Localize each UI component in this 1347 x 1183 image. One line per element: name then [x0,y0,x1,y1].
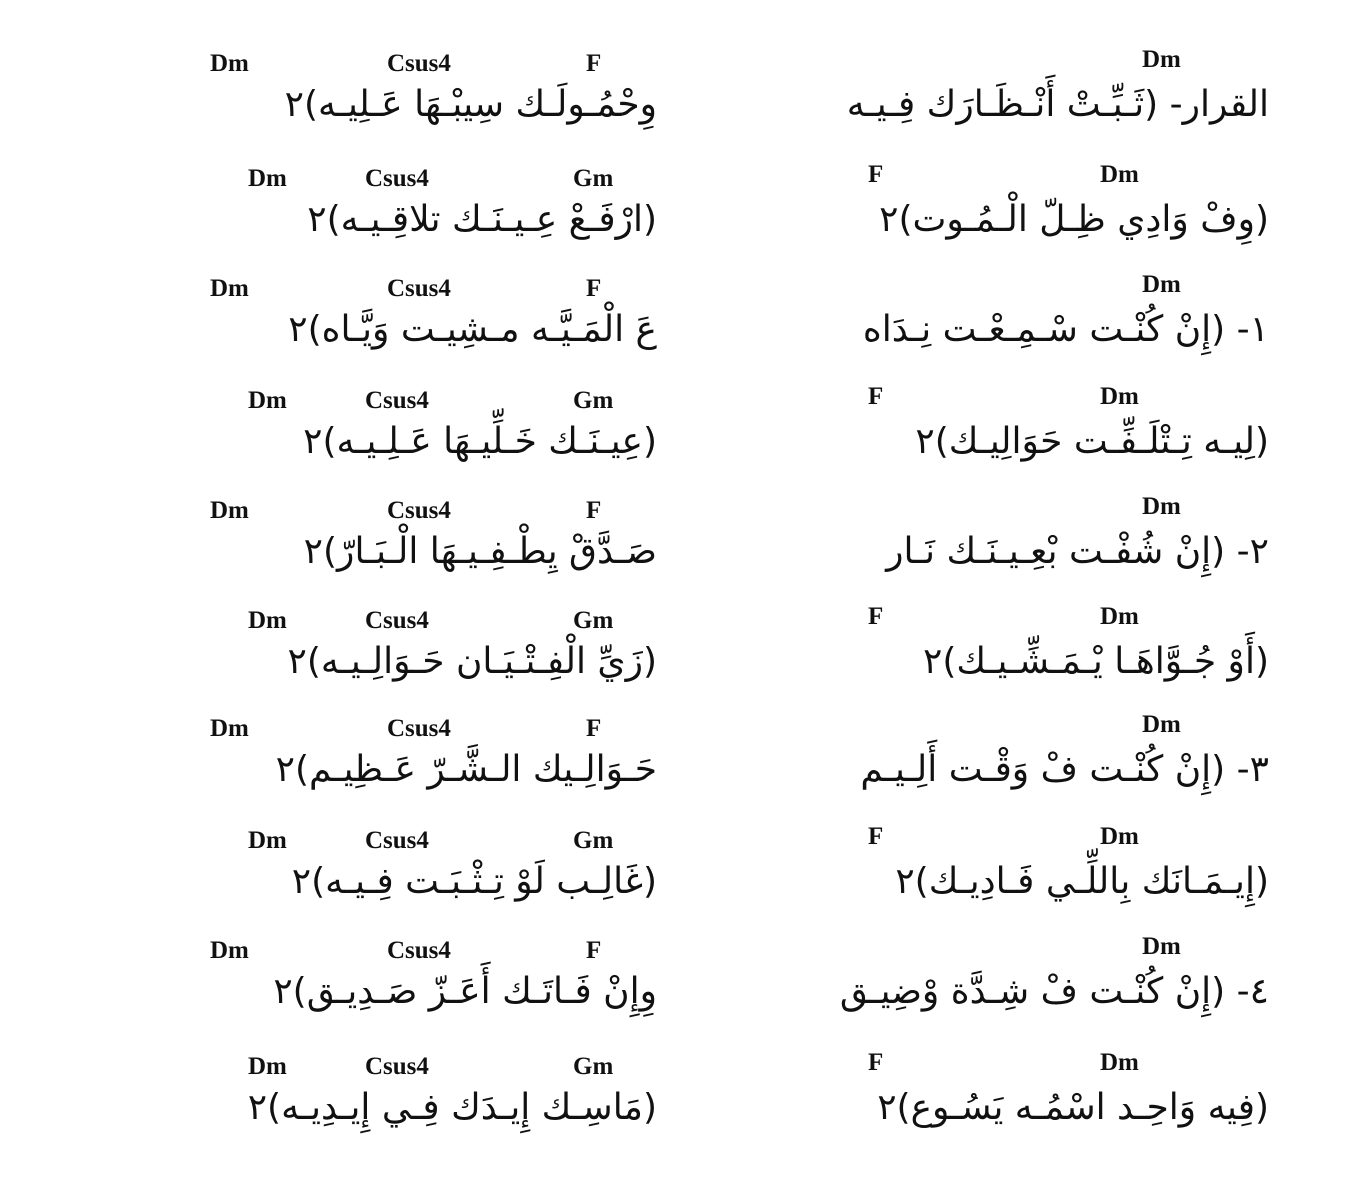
chord-label: Csus4 [387,50,451,77]
chord-label: Dm [248,387,287,414]
lyric-line-right: (فِيه وَاحِـد اسْمُـه يَسُـوع)٢ [877,1087,1269,1128]
chord-label: Gm [573,387,614,414]
lyric-line-right: ١- (إِنْ كُنْـت سْـمِـعْـت نِـدَاه [862,309,1269,350]
lyric-line-right: (لِيـه تِـتْلَـفِّـت حَوَالِيـك)٢ [915,421,1269,462]
chord-label: Dm [1100,823,1139,850]
chord-label: F [868,383,884,410]
verse-row [0,382,1347,495]
lyric-line-left: (زَيِّ الْفِـتْـيَـان حَـوَالِـيـه)٢ [287,641,657,682]
verse-row [0,1048,1347,1161]
verse-row [0,822,1347,935]
lyric-line-right: ٢- (إِنْ شُفْـت بْعِـيـنَـك نَـار [886,531,1269,572]
verse-row [0,932,1347,1045]
lyric-line-left: صَـدَّقْ يِطْـفِـيـهَا الْـبَـارّ)٢ [303,531,657,572]
chord-label: Dm [210,275,249,302]
chord-label: Dm [1100,383,1139,410]
chord-label: F [586,715,602,742]
chord-label: F [586,50,602,77]
chord-label: Dm [1142,46,1181,73]
chord-label: Csus4 [365,827,429,854]
chord-label: F [868,1049,884,1076]
chord-label: F [868,161,884,188]
verse-row [0,492,1347,605]
chord-label: Dm [210,937,249,964]
lyric-line-left: عَ الْمَـيَّـه مـشِيـت وَيَّـاه)٢ [288,309,657,350]
chord-label: Csus4 [387,275,451,302]
chord-label: Dm [1142,271,1181,298]
chord-label: Csus4 [365,607,429,634]
chord-label: F [868,603,884,630]
verse-row [0,602,1347,715]
lyric-line-right: (أَوْ جُـوَّاهَـا يْـمَـشِّـيـك)٢ [923,641,1269,682]
chord-label: Dm [248,827,287,854]
verse-row [0,160,1347,273]
chord-label: Csus4 [365,387,429,414]
chord-label: Csus4 [365,165,429,192]
lyric-line-left: (عِيـنَـك خَـلِّيـهَا عَـلِـيـه)٢ [303,421,657,462]
lyric-line-right: (وِفْ وَادِي ظِـلّ الْـمُـوت)٢ [879,199,1269,240]
chord-label: Csus4 [387,497,451,524]
lyric-line-left: وِحْمُـولَـك سِيبْـهَا عَـلِيـه)٢ [284,84,657,125]
verse-row [0,270,1347,383]
chord-label: Dm [1142,711,1181,738]
chord-label: F [586,275,602,302]
chord-label: Dm [1142,933,1181,960]
verse-row [0,45,1347,158]
chord-label: Csus4 [365,1053,429,1080]
chord-label: Dm [248,1053,287,1080]
chord-label: Csus4 [387,937,451,964]
lyric-line-left: (ارْفَـعْ عِـيـنَـك تلاقِـيـه)٢ [307,199,657,240]
chord-label: F [586,937,602,964]
lyric-line-right: ٤- (إِنْ كُنْـت فْ شِـدَّة وْضِيـق [839,971,1269,1012]
chord-label: Gm [573,165,614,192]
lyric-line-left: (غَالِـب لَوْ تِـثْـبَـت فِـيـه)٢ [291,861,657,902]
chord-label: Dm [248,607,287,634]
chord-label: F [586,497,602,524]
lyric-line-left: حَـوَالِـيك الـشَّـرّ عَـظِيـم)٢ [275,749,657,790]
lyric-line-left: وِإِنْ فَـاتَـك أَعَـزّ صَـدِيـق)٢ [273,971,657,1012]
lyric-line-left: (مَاسِـك إِيـدَك فِـي إِيـدِيـه)٢ [247,1087,657,1128]
verse-row [0,710,1347,823]
chord-label: Gm [573,607,614,634]
chord-label: F [868,823,884,850]
chord-label: Dm [210,497,249,524]
chord-label: Dm [1142,493,1181,520]
lyric-line-right: ٣- (إِنْ كُنْـت فْ وَقْـت أَلِـيـم [860,749,1269,790]
chord-label: Dm [1100,1049,1139,1076]
chord-label: Dm [1100,603,1139,630]
lyric-line-right: (إِيـمَـانَك بِاللِّـي فَـادِيـك)٢ [895,861,1269,902]
chord-label: Gm [573,827,614,854]
chord-label: Csus4 [387,715,451,742]
chord-label: Gm [573,1053,614,1080]
chord-label: Dm [1100,161,1139,188]
chord-label: Dm [248,165,287,192]
lyric-line-right: القرار- (ثَـبِّـتْ أَنْـظَـارَك فِـيـه [846,84,1269,125]
chord-label: Dm [210,715,249,742]
chord-label: Dm [210,50,249,77]
